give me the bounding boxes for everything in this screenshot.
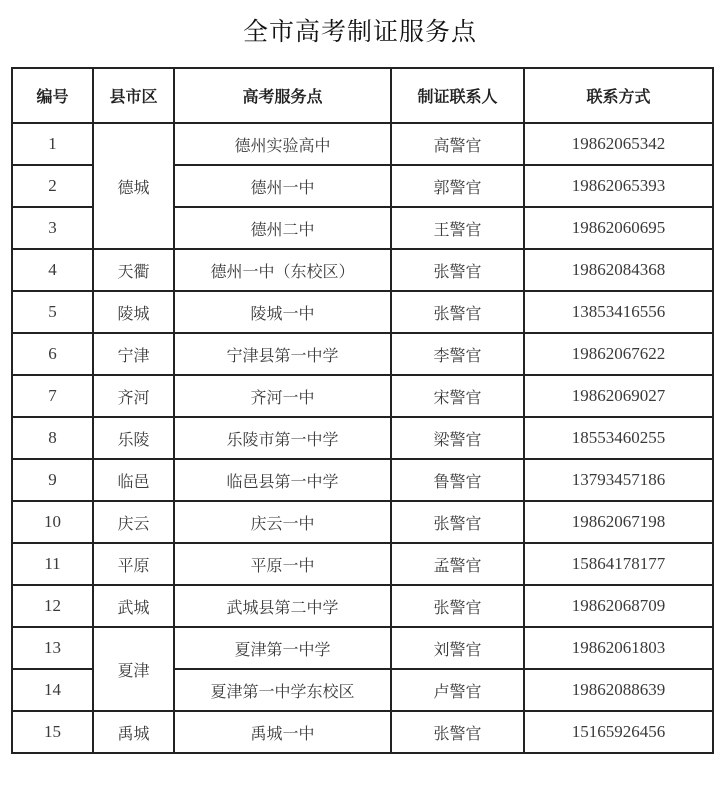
service-point-cell: 陵城一中 [174, 291, 391, 333]
table-row [12, 711, 713, 753]
contact-person-cell: 鲁警官 [391, 459, 524, 501]
district-cell: 宁津 [93, 333, 174, 375]
row-number: 1 [12, 123, 93, 165]
contact-person-cell: 郭警官 [391, 165, 524, 207]
table-row [12, 585, 713, 627]
district-cell: 临邑 [93, 459, 174, 501]
row-number: 13 [12, 627, 93, 669]
district-cell: 武城 [93, 585, 174, 627]
contact-person-cell: 张警官 [391, 711, 524, 753]
row-number: 12 [12, 585, 93, 627]
header-number: 编号 [12, 68, 93, 123]
district-cell: 齐河 [93, 375, 174, 417]
row-number: 3 [12, 207, 93, 249]
phone-number-cell: 13793457186 [524, 459, 713, 501]
table-row [12, 459, 713, 501]
contact-person-cell: 王警官 [391, 207, 524, 249]
district-cell: 乐陵 [93, 417, 174, 459]
phone-number-cell: 13853416556 [524, 291, 713, 333]
phone-number-cell: 19862067198 [524, 501, 713, 543]
district-cell: 平原 [93, 543, 174, 585]
contact-person-cell: 孟警官 [391, 543, 524, 585]
service-point-cell: 乐陵市第一中学 [174, 417, 391, 459]
service-point-cell: 夏津第一中学东校区 [174, 669, 391, 711]
table-body [12, 123, 713, 753]
district-cell: 夏津 [93, 627, 174, 711]
service-point-cell: 德州实验高中 [174, 123, 391, 165]
row-number: 10 [12, 501, 93, 543]
district-cell: 庆云 [93, 501, 174, 543]
service-point-cell: 德州二中 [174, 207, 391, 249]
row-number: 9 [12, 459, 93, 501]
service-point-cell: 夏津第一中学 [174, 627, 391, 669]
table-header-row [12, 68, 713, 123]
service-point-cell: 宁津县第一中学 [174, 333, 391, 375]
phone-number-cell: 15165926456 [524, 711, 713, 753]
district-cell: 陵城 [93, 291, 174, 333]
table-row [12, 627, 713, 669]
service-point-cell: 禹城一中 [174, 711, 391, 753]
service-point-cell: 平原一中 [174, 543, 391, 585]
contact-person-cell: 张警官 [391, 501, 524, 543]
table-row [12, 249, 713, 291]
table-row [12, 501, 713, 543]
service-point-cell: 临邑县第一中学 [174, 459, 391, 501]
table-row [12, 123, 713, 165]
row-number: 4 [12, 249, 93, 291]
table-row [12, 291, 713, 333]
table-row [12, 543, 713, 585]
contact-person-cell: 高警官 [391, 123, 524, 165]
page-title: 全市高考制证服务点 [242, 17, 477, 46]
district-cell: 天衢 [93, 249, 174, 291]
service-point-cell: 德州一中（东校区） [174, 249, 391, 291]
phone-number-cell: 19862068709 [524, 585, 713, 627]
header-contact-phone: 联系方式 [524, 68, 713, 123]
row-number: 15 [12, 711, 93, 753]
district-cell: 禹城 [93, 711, 174, 753]
phone-number-cell: 15864178177 [524, 543, 713, 585]
row-number: 5 [12, 291, 93, 333]
row-number: 7 [12, 375, 93, 417]
phone-number-cell: 19862067622 [524, 333, 713, 375]
service-point-cell: 庆云一中 [174, 501, 391, 543]
contact-person-cell: 张警官 [391, 585, 524, 627]
phone-number-cell: 19862061803 [524, 627, 713, 669]
contact-person-cell: 梁警官 [391, 417, 524, 459]
table-row [12, 375, 713, 417]
contact-person-cell: 李警官 [391, 333, 524, 375]
table-row [12, 417, 713, 459]
row-number: 6 [12, 333, 93, 375]
district-cell: 德城 [93, 123, 174, 249]
contact-person-cell: 刘警官 [391, 627, 524, 669]
phone-number-cell: 18553460255 [524, 417, 713, 459]
header-district: 县市区 [93, 68, 174, 123]
table-row [12, 333, 713, 375]
contact-person-cell: 卢警官 [391, 669, 524, 711]
row-number: 2 [12, 165, 93, 207]
contact-person-cell: 张警官 [391, 249, 524, 291]
phone-number-cell: 19862088639 [524, 669, 713, 711]
row-number: 14 [12, 669, 93, 711]
row-number: 8 [12, 417, 93, 459]
phone-number-cell: 19862084368 [524, 249, 713, 291]
contact-person-cell: 宋警官 [391, 375, 524, 417]
phone-number-cell: 19862065393 [524, 165, 713, 207]
row-number: 11 [12, 543, 93, 585]
service-point-cell: 德州一中 [174, 165, 391, 207]
header-service-point: 高考服务点 [174, 68, 391, 123]
service-point-cell: 齐河一中 [174, 375, 391, 417]
phone-number-cell: 19862065342 [524, 123, 713, 165]
service-point-cell: 武城县第二中学 [174, 585, 391, 627]
service-points-table [11, 67, 714, 754]
phone-number-cell: 19862069027 [524, 375, 713, 417]
contact-person-cell: 张警官 [391, 291, 524, 333]
header-contact-person: 制证联系人 [391, 68, 524, 123]
phone-number-cell: 19862060695 [524, 207, 713, 249]
